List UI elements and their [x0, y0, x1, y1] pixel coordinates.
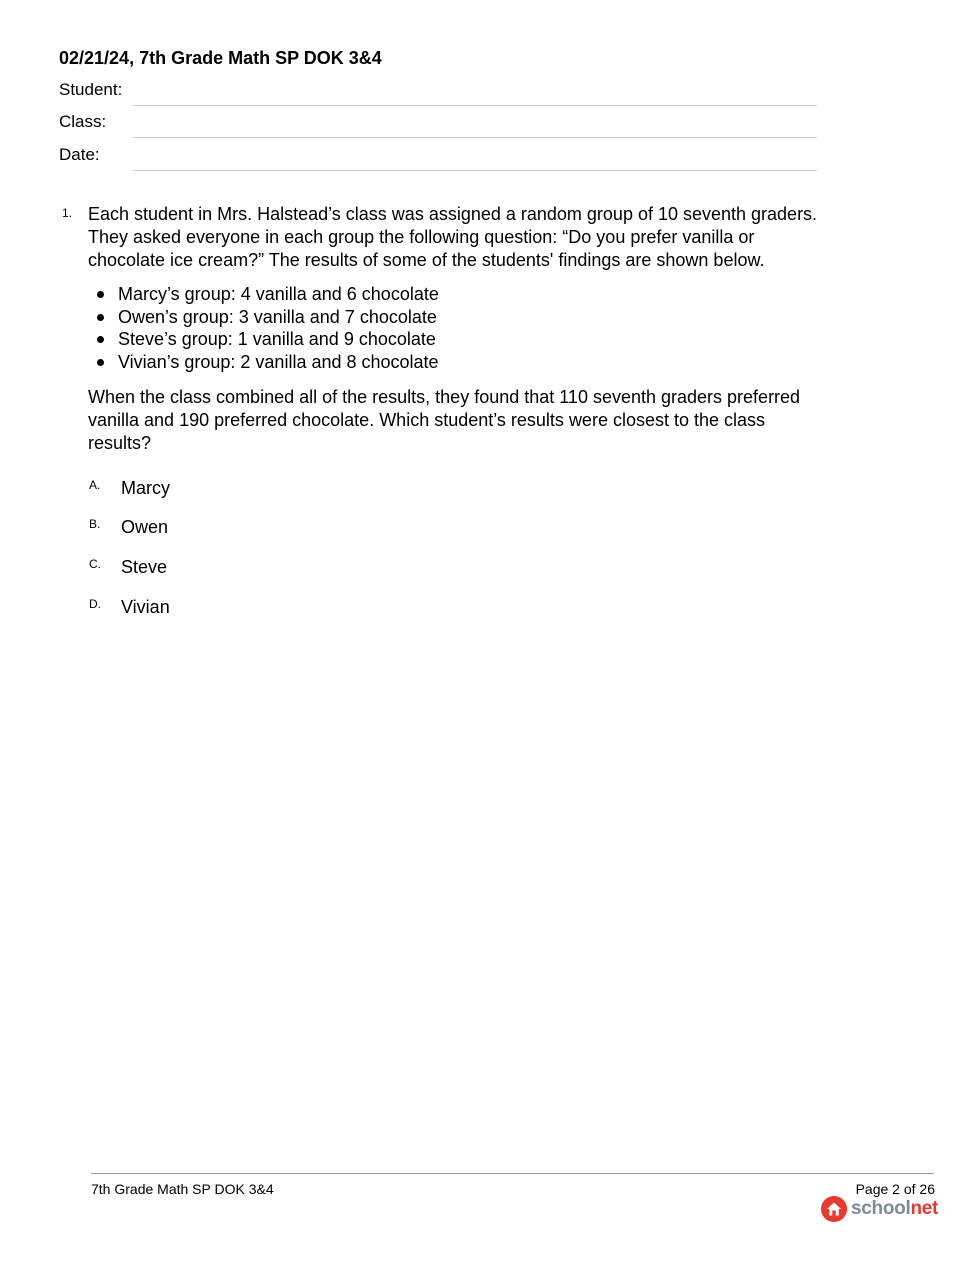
date-field-label: Date: — [59, 145, 100, 164]
bullet-icon — [97, 359, 104, 366]
list-item: Owen’s group: 3 vanilla and 7 chocolate — [88, 306, 439, 329]
choice-letter: B. — [89, 517, 101, 531]
question-stem: Each student in Mrs. Halstead’s class was assigned a random group of 10 seventh graders. They asked everyone in each group the following question: “Do you prefer vanilla or chocolate ice cream?” The results of some of the students' findings are shown below. — [88, 204, 818, 270]
question-number: 1. — [62, 206, 73, 220]
bullet-icon — [97, 314, 104, 321]
page-indicator: Page 2 of 26 — [855, 1181, 935, 1197]
bullet-icon — [97, 291, 104, 298]
choice-text: Vivian — [121, 597, 170, 617]
class-field-label: Class: — [59, 112, 107, 131]
logo-text-school: school — [851, 1198, 911, 1219]
choice-text: Steve — [121, 557, 168, 577]
choice-text: Marcy — [121, 478, 170, 498]
bullet-icon — [97, 336, 104, 343]
date-field-line[interactable] — [133, 170, 817, 171]
list-item: Steve’s group: 1 vanilla and 9 chocolate — [88, 328, 439, 351]
student-field-label: Student: — [59, 80, 123, 99]
house-icon — [821, 1196, 847, 1222]
list-item: Vivian’s group: 2 vanilla and 8 chocolate — [88, 351, 439, 374]
worksheet-title: 02/21/24, 7th Grade Math SP DOK 3&4 — [59, 48, 382, 68]
footer-title: 7th Grade Math SP DOK 3&4 — [91, 1181, 274, 1197]
footer-divider — [91, 1173, 934, 1174]
list-item: Marcy’s group: 4 vanilla and 6 chocolate — [88, 283, 439, 306]
choice-letter: D. — [89, 597, 101, 611]
results-list — [88, 283, 439, 374]
choice-letter: C. — [89, 557, 101, 571]
question-followup: When the class combined all of the results, they found that 110 seventh graders preferred vanilla and 190 preferred chocolate. Which student’s results were closest to the class results? — [88, 387, 801, 453]
student-field-line[interactable] — [133, 105, 817, 106]
choice-text: Owen — [121, 517, 169, 537]
choice-letter: A. — [89, 478, 101, 492]
class-field-line[interactable] — [133, 137, 817, 138]
schoolnet-logo — [821, 1195, 938, 1223]
logo-text-net: net — [910, 1198, 939, 1219]
